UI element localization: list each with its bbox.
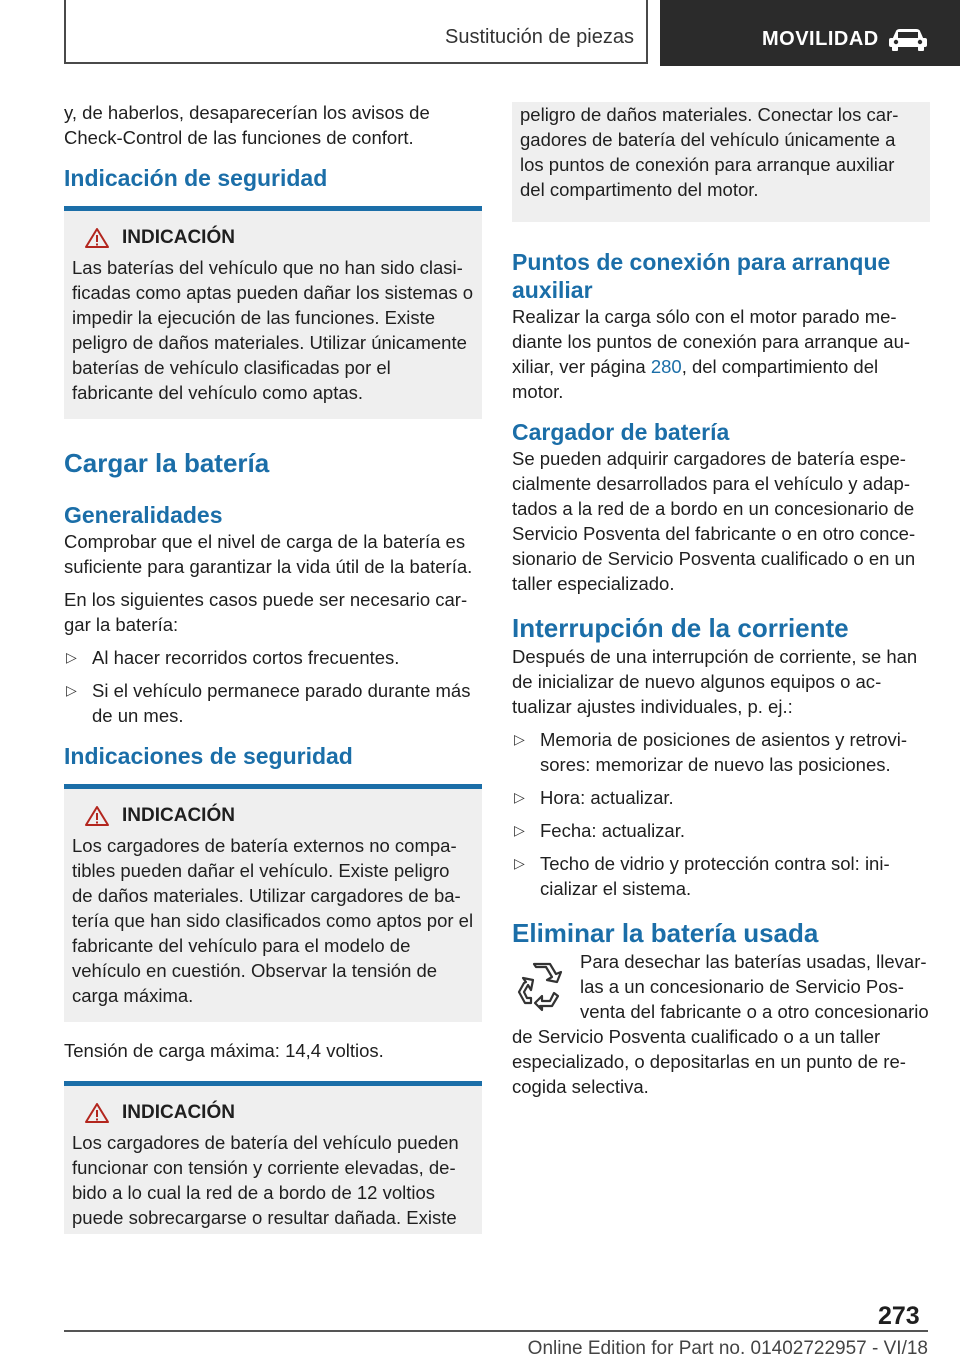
heading-general: Generalidades [64,502,223,528]
list-item: ▷ Fecha: actualizar. [514,820,685,841]
recycle-icon [514,959,568,1013]
note-box-1 [64,206,482,419]
list-item: ▷ Al hacer recorridos cortos frecuentes. [66,647,400,668]
page-number: 273 [878,1302,920,1330]
intro-paragraph: y, de haberlos, desaparecerían los avisos de Check-Control de las funciones de confort. [64,102,430,148]
list-item: ▷ Si el vehículo permanece parado durante más de un mes. [66,680,471,726]
general-paragraph-1: Comprobar que el nivel de carga de la batería es suficiente para garantizar la vida útil de la batería. [64,531,473,577]
note-box-2 [64,784,482,1022]
footer-divider [64,1330,928,1332]
note-title: INDICACIÓN [122,1102,235,1123]
note-header [72,805,474,827]
heading-power-interruption: Interrupción de la corriente [512,613,849,643]
right-column [512,102,930,1107]
footer-edition: Online Edition for Part no. 01402722957 - VI/18 [527,1338,928,1359]
note-text: Las baterías del vehículo que no han sido clasificadas como aptas pueden dañar los sistemas o impedir la ejecución de las funciones. Existe peligro de daños materiales. Utilizar únicamente baterías de vehículo clasificadas por el fabricante del vehículo como aptas. [72,257,474,403]
note-text: Los cargadores de batería externos no compatibles pueden dañar el vehículo. Existe peligro de daños materiales. Utilizar cargadores de batería que han sido clasificados como aptos por el fabricante del vehículo para el modelo de vehículo en cuestión. Observar la tensión de carga máxima. [72,835,474,1006]
note-text: Los cargadores de batería del vehículo pueden funcionar con tensión y corriente elevadas, debido a lo cual la red de a bordo de 12 voltios puede sobrecargarse o resultar dañada. Existe [72,1132,459,1228]
page-header [0,0,960,70]
note-box-continued [512,102,930,222]
chapter-title: Sustitución de piezas [444,26,634,48]
triangle-bullet-icon: ▷ [66,682,77,698]
heading-safety-notes: Indicaciones de seguridad [64,743,353,769]
heading-safety-note: Indicación de seguridad [64,165,328,191]
list-item: ▷ Techo de vidrio y protección contra sol: inicializar el sistema. [514,853,890,899]
warning-triangle-icon [84,805,110,827]
warning-triangle-icon [84,1102,110,1124]
heading-battery-charger: Cargador de batería [512,419,730,445]
charger-paragraph: Se pueden adquirir cargadores de batería especialmente desarrollados para el vehículo y adaptados a la red de a bordo en un concesionario de Servicio Posventa del fabricante o en otro concesionario de Servicio Posventa cualificado o en un taller especializado. [512,448,916,594]
heading-jump-start-points: Puntos de conexión para arranque auxiliar [512,249,891,303]
triangle-bullet-icon: ▷ [66,649,77,665]
list-item: ▷ Memoria de posiciones de asientos y retrovisores: memorizar de nuevo las posiciones. [514,729,908,775]
triangle-bullet-icon: ▷ [514,731,525,747]
triangle-bullet-icon: ▷ [514,789,525,805]
chapter-tab [64,0,648,64]
note-header [72,227,474,249]
note-title: INDICACIÓN [122,805,235,826]
heading-charge-battery: Cargar la batería [64,448,270,478]
triangle-bullet-icon: ▷ [514,822,525,838]
note-header [72,1102,474,1124]
general-paragraph-2: En los siguientes casos puede ser necesario cargar la batería: [64,589,468,635]
page-link[interactable]: 280 [650,356,682,377]
section-tab [660,0,960,66]
warning-triangle-icon [84,227,110,249]
reinitialize-list [512,727,930,901]
dispose-section [512,949,930,1107]
note-title: INDICACIÓN [122,227,235,248]
note-box-3 [64,1081,482,1234]
list-item: ▷ Hora: actualizar. [514,787,674,808]
power-paragraph: Después de una interrupción de corriente, se han de inicializar de nuevo algunos equipos o actualizar ajustes individuales, p. ej.: [512,646,918,717]
left-column [64,100,482,1234]
section-title: MOVILIDAD [762,28,879,50]
heading-dispose-battery: Eliminar la batería usada [512,918,819,948]
note-text: peligro de daños materiales. Conectar los cargadores de batería del vehículo únicamente a los puntos de conexión para arranque auxiliar del compartimento del motor. [520,104,899,200]
jump-start-paragraph: Realizar la carga sólo con el motor parado mediante los puntos de conexión para arranque auxiliar, ver página 280, del compartimiento del motor. [512,306,911,402]
charge-cases-list [64,645,482,728]
dispose-paragraph: Para desechar las baterías usadas, llevarlas a un concesionario de Servicio Posventa del fabricante o a otro concesionario de Servicio Posventa cualificado o a un taller especializado, o depositarlas en un punto de recogida selectiva. [512,951,929,1097]
car-icon [886,26,930,52]
triangle-bullet-icon: ▷ [514,855,525,871]
voltage-paragraph: Tensión de carga máxima: 14,4 voltios. [64,1040,384,1061]
